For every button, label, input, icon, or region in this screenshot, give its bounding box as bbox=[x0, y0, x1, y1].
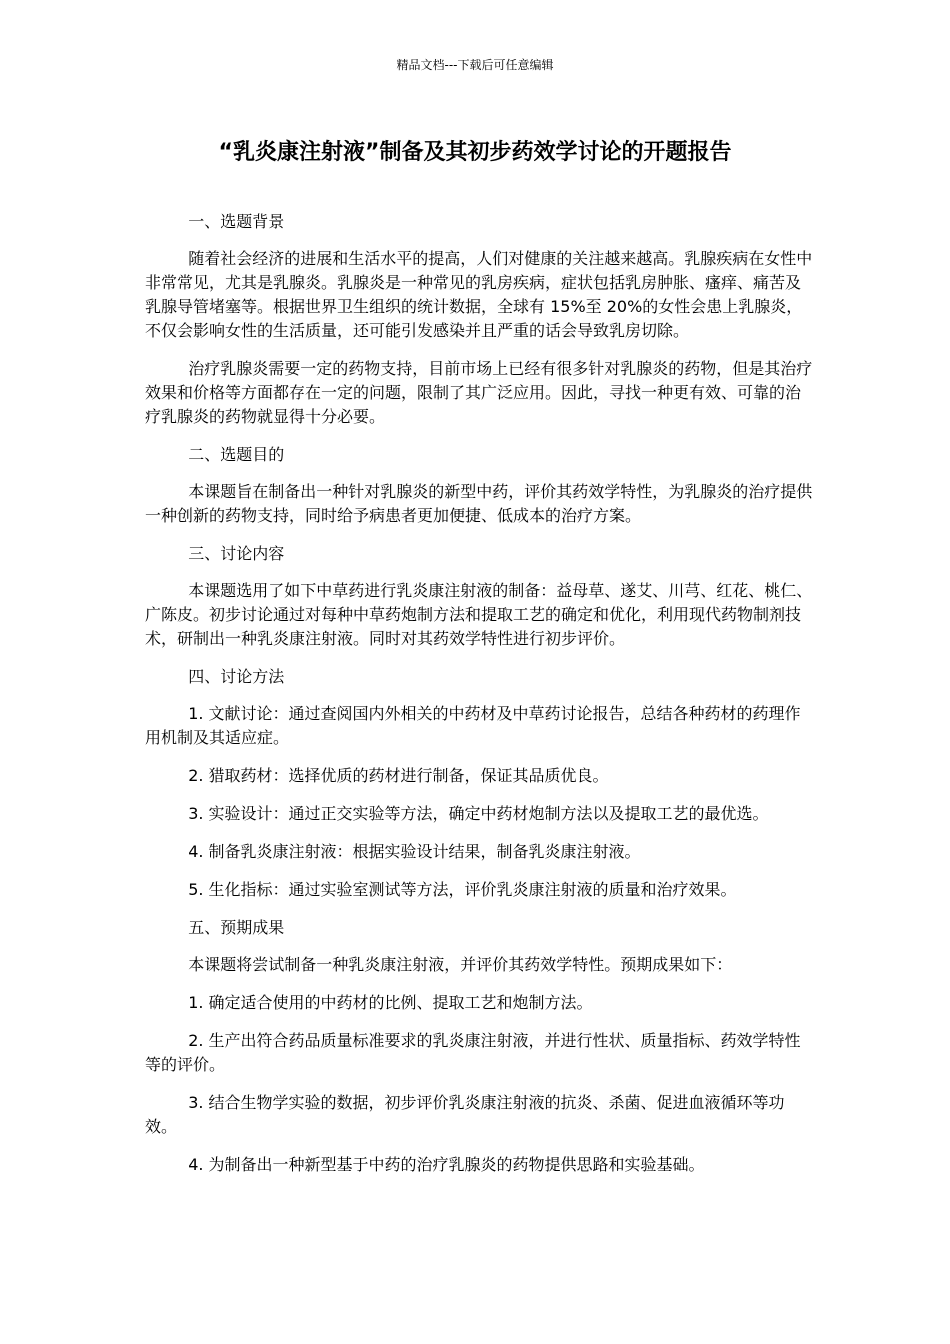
paragraph: 本课题将尝试制备一种乳炎康注射液，并评价其药效学特性。预期成果如下： bbox=[188, 955, 733, 974]
paragraph: 本课题旨在制备出一种针对乳腺炎的新型中药，评价其药效学特性，为乳腺炎的治疗提供一种创新的药物支持，同时给予病患者更加便捷、低成本的治疗方案。 bbox=[145, 482, 813, 525]
section-heading-results: 五、预期成果 bbox=[188, 918, 285, 937]
section-heading-content: 三、讨论内容 bbox=[188, 544, 285, 563]
list-item: 4. 制备乳炎康注射液：根据实验设计结果，制备乳炎康注射液。 bbox=[188, 842, 641, 861]
document-body bbox=[145, 210, 815, 1191]
section-heading-methods: 四、讨论方法 bbox=[188, 667, 285, 686]
list-item: 2. 生产出符合药品质量标准要求的乳炎康注射液，并进行性状、质量指标、药效学特性等的评价。 bbox=[145, 1031, 801, 1074]
paragraph: 随着社会经济的进展和生活水平的提高，人们对健康的关注越来越高。乳腺疾病在女性中非常常见，尤其是乳腺炎。乳腺炎是一种常见的乳房疾病，症状包括乳房肿胀、瘙痒、痛苦及乳腺导管堵塞等。根据世界卫生组织的统计数据，全球有 15%至 20%的女性会患上乳腺炎，不仅会影响女性的生活质量，还可能引发感染并且严重的话会导致乳房切除。 bbox=[145, 249, 813, 340]
section-heading-purpose: 二、选题目的 bbox=[188, 445, 285, 464]
section-heading-background: 一、选题背景 bbox=[188, 212, 285, 231]
paragraph: 治疗乳腺炎需要一定的药物支持，目前市场上已经有很多针对乳腺炎的药物，但是其治疗效果和价格等方面都存在一定的问题，限制了其广泛应用。因此，寻找一种更有效、可靠的治疗乳腺炎的药物就显得十分必要。 bbox=[145, 359, 813, 426]
list-item: 4. 为制备出一种新型基于中药的治疗乳腺炎的药物提供思路和实验基础。 bbox=[188, 1155, 705, 1174]
list-item: 1. 确定适合使用的中药材的比例、提取工艺和炮制方法。 bbox=[188, 993, 593, 1012]
header-note: 精品文档---下载后可任意编辑 bbox=[396, 58, 554, 72]
paragraph: 本课题选用了如下中草药进行乳炎康注射液的制备：益母草、遂艾、川芎、红花、桃仁、广陈皮。初步讨论通过对每种中草药炮制方法和提取工艺的确定和优化，利用现代药物制剂技术，研制出一种乳炎康注射液。同时对其药效学特性进行初步评价。 bbox=[145, 581, 813, 648]
list-item: 5. 生化指标：通过实验室测试等方法，评价乳炎康注射液的质量和治疗效果。 bbox=[188, 880, 737, 899]
list-item: 3. 结合生物学实验的数据，初步评价乳炎康注射液的抗炎、杀菌、促进血液循环等功效。 bbox=[145, 1093, 785, 1136]
list-item: 1. 文献讨论：通过查阅国内外相关的中药材及中草药讨论报告，总结各种药材的药理作用机制及其适应症。 bbox=[145, 704, 801, 747]
document-title: “乳炎康注射液”制备及其初步药效学讨论的开题报告 bbox=[218, 140, 732, 165]
list-item: 3. 实验设计：通过正交实验等方法，确定中药材炮制方法以及提取工艺的最优选。 bbox=[188, 804, 769, 823]
list-item: 2. 猎取药材：选择优质的药材进行制备，保证其品质优良。 bbox=[188, 766, 609, 785]
